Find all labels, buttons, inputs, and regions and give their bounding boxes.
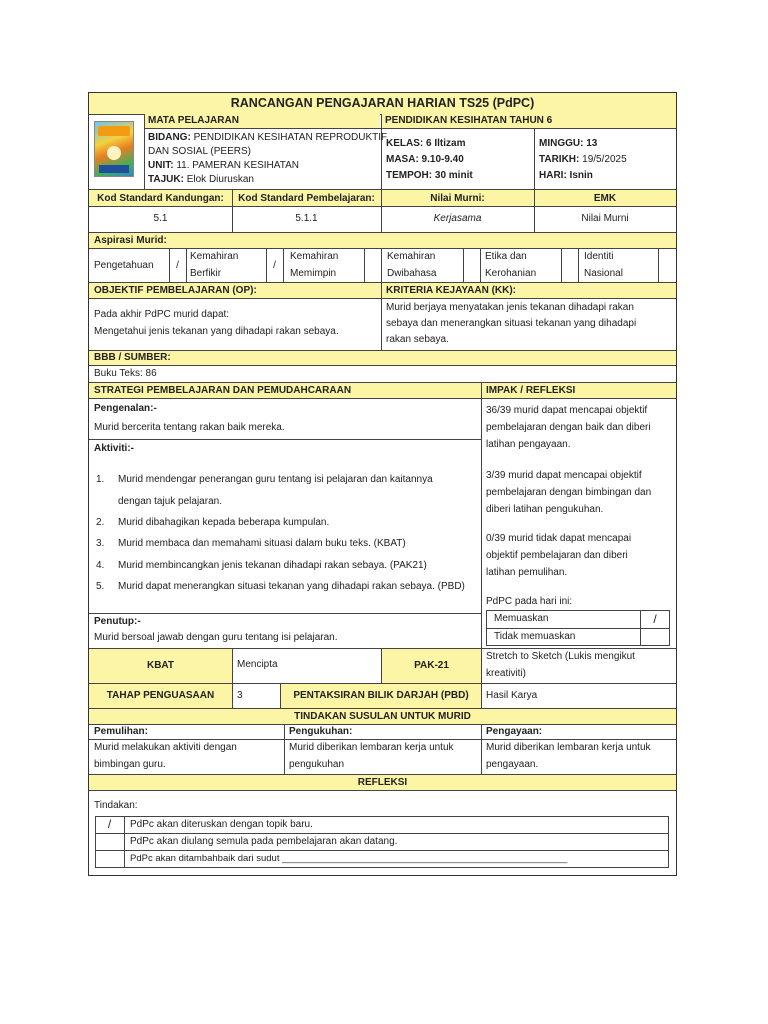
title-bar: [89, 93, 676, 114]
aspirasi-label: Aspirasi Murid:: [94, 235, 167, 246]
minggu-text: MINGGU: 13: [539, 138, 598, 149]
nilai-murni-value: Kerjasama: [433, 213, 482, 224]
kelas-text: KELAS: 6 Iltizam: [386, 138, 466, 149]
activity-item: Murid membaca dan memahami situasi dalam buku teks. (KBAT): [118, 538, 406, 549]
kriteria-line-1: Murid berjaya menyatakan jenis tekanan dihadapi rakan: [386, 302, 634, 313]
refleksi-header: [89, 775, 676, 790]
aspirasi-kemahiran-dwibahasa-l1: Kemahiran: [387, 251, 436, 262]
pak21-label: PAK-21: [414, 660, 449, 671]
kod-standard-kandungan-value: 5.1: [153, 213, 168, 224]
pdpc-label: PdPC pada hari ini:: [486, 596, 573, 607]
activity-item: Murid dapat menerangkan situasi tekanan yang dihadapi rakan sebaya. (PBD): [118, 581, 465, 592]
impak-p3-line-1: 0/39 murid tidak dapat mencapai: [486, 533, 632, 544]
pemulihan-line-1: Murid melakukan aktiviti dengan: [94, 742, 237, 753]
kod-standard-pembelajaran-header: Kod Standard Pembelajaran:: [238, 193, 375, 204]
pengenalan-label: Pengenalan:-: [94, 403, 157, 414]
unit-line: UNIT: 11. PAMERAN KESIHATAN: [148, 160, 299, 171]
pengayaan-line-1: Murid diberikan lembaran kerja untuk: [486, 742, 651, 753]
bbb-value: Buku Teks: 86: [94, 368, 157, 379]
emk-value: Nilai Murni: [581, 213, 629, 224]
activity-item: Murid membincangkan jenis tekanan dihadapi rakan sebaya. (PAK21): [118, 560, 427, 571]
kriteria-line-3: rakan sebaya.: [386, 334, 449, 345]
pdpc-option-memuaskan-mark: /: [653, 612, 657, 626]
kod-standard-kandungan-header: Kod Standard Kandungan:: [97, 193, 224, 204]
aspirasi-kemahiran-berfikir-l1: Kemahiran: [190, 251, 239, 262]
aspirasi-header: [89, 233, 676, 248]
refleksi-row-2-text: PdPc akan diulang semula pada pembelajaran akan datang.: [130, 836, 398, 847]
kbat-label: KBAT: [146, 660, 175, 671]
nilai-murni-header: Nilai Murni:: [430, 193, 485, 204]
activity-item: Murid mendengar penerangan guru tentang isi pelajaran dan kaitannya: [118, 474, 433, 485]
pak21-value-line-1: Stretch to Sketch (Lukis mengikut: [486, 651, 635, 662]
kriteria-label: KRITERIA KEJAYAAN (KK):: [386, 285, 517, 296]
activity-number: 5.: [96, 581, 105, 592]
pak21-cell: [382, 649, 481, 683]
kriteria-line-2: sebaya dan menerangkan situasi tekanan yang dihadapi: [386, 318, 637, 329]
pak21-value-line-2: kreativiti): [486, 668, 527, 679]
impak-p2-line-2: pembelajaran dengan bimbingan dan: [486, 487, 652, 498]
objektif-label: OBJEKTIF PEMBELAJARAN (OP):: [94, 285, 257, 296]
aspirasi-kemahiran-memimpin-l2: Memimpin: [290, 268, 337, 279]
impak-p3-line-3: latihan pemulihan.: [486, 567, 568, 578]
refleksi-label: REFLEKSI: [357, 777, 408, 788]
pdpc-option-tidak-memuaskan: Tidak memuaskan: [494, 631, 576, 642]
aspirasi-pengetahuan-mark: /: [176, 260, 179, 271]
aspirasi-kemahiran-dwibahasa-l2: Dwibahasa: [387, 268, 437, 279]
aspirasi-etika-l2: Kerohanian: [485, 268, 537, 279]
tindakan-label: Tindakan:: [94, 800, 138, 811]
pbd-cell: [281, 684, 481, 708]
activity-number: 4.: [96, 560, 105, 571]
objektif-line-1: Pada akhir PdPC murid dapat:: [94, 309, 230, 320]
pemulihan-line-2: bimbingan guru.: [94, 759, 166, 770]
tajuk-line: TAJUK: Elok Diuruskan: [148, 174, 254, 185]
aspirasi-identiti-l1: Identiti: [584, 251, 614, 262]
aspirasi-kemahiran-berfikir-l2: Berfikir: [190, 268, 222, 279]
tindakan-susulan-label: TINDAKAN SUSULAN UNTUK MURID: [294, 711, 471, 722]
pemulihan-label: Pemulihan:: [94, 726, 148, 737]
impak-p1-line-3: latihan pengayaan.: [486, 439, 571, 450]
impak-p1-line-1: 36/39 murid dapat mencapai objektif: [486, 405, 648, 416]
aspirasi-kemahiran-berfikir-mark: /: [273, 260, 276, 271]
tindakan-susulan-header: [89, 709, 676, 724]
subject-header: [381, 114, 676, 128]
refleksi-row-3-text: PdPc akan ditambahbaik dari sudut ______________________________________________________: [130, 853, 568, 864]
impak-p3-line-2: objektif pembelajaran dan diberi: [486, 550, 628, 561]
activity-item: Murid dibahagikan kepada beberapa kumpulan.: [118, 517, 330, 528]
penutup-text: Murid bersoal jawab dengan guru tentang isi pelajaran.: [94, 632, 338, 643]
impak-p2-line-3: diberi latihan pengukuhan.: [486, 504, 604, 515]
impak-p2-line-1: 3/39 murid dapat mencapai objektif: [486, 470, 642, 481]
objektif-line-2: Mengetahui jenis tekanan yang dihadapi rakan sebaya.: [94, 326, 339, 337]
mata-pelajaran-header: [144, 114, 380, 128]
activity-number: 3.: [96, 538, 105, 549]
impak-p1-line-2: pembelajaran dengan baik dan diberi: [486, 422, 651, 433]
masa-text: MASA: 9.10-9.40: [386, 154, 464, 165]
pengayaan-label: Pengayaan:: [486, 726, 543, 737]
pbd-value: Hasil Karya: [486, 690, 538, 701]
tempoh-text: TEMPOH: 30 minit: [386, 170, 473, 181]
pengukuhan-label: Pengukuhan:: [289, 726, 353, 737]
bidang-line-1: BIDANG: PENDIDIKAN KESIHATAN REPRODUKTIF: [148, 132, 388, 143]
pbd-label: PENTAKSIRAN BILIK DARJAH (PBD): [293, 690, 469, 701]
refleksi-row-1-text: PdPc akan diteruskan dengan topik baru.: [130, 819, 313, 830]
lesson-plan-document: [88, 92, 677, 876]
emk-header: EMK: [593, 193, 617, 204]
bidang-line-2: DAN SOSIAL (PEERS): [148, 146, 251, 157]
tahap-value: 3: [237, 690, 243, 701]
tahap-cell: [89, 684, 232, 708]
pengukuhan-line-2: pengukuhan: [289, 759, 345, 770]
aspirasi-kemahiran-memimpin-l1: Kemahiran: [290, 251, 339, 262]
page-title: RANCANGAN PENGAJARAN HARIAN TS25 (PdPC): [230, 96, 535, 110]
kbat-cell: [89, 649, 232, 683]
subject-name: PENDIDIKAN KESIHATAN TAHUN 6: [385, 115, 553, 126]
pengukuhan-line-1: Murid diberikan lembaran kerja untuk: [289, 742, 454, 753]
activity-number: 2.: [96, 517, 105, 528]
refleksi-row-1-mark: /: [107, 817, 112, 831]
tahap-label: TAHAP PENGUASAAN: [106, 690, 215, 701]
pengenalan-text: Murid bercerita tentang rakan baik mereka.: [94, 422, 285, 433]
aspirasi-identiti-l2: Nasional: [584, 268, 623, 279]
activity-item-cont: dengan tajuk pelajaran.: [118, 496, 222, 507]
strategi-label: STRATEGI PEMBELAJARAN DAN PEMUDAHCARAAN: [94, 385, 352, 396]
pengayaan-line-2: pengayaan.: [486, 759, 539, 770]
hari-text: HARI: Isnin: [539, 170, 593, 181]
kod-standard-pembelajaran-value: 5.1.1: [295, 213, 318, 224]
activity-number: 1.: [96, 474, 105, 485]
penutup-label: Penutup:-: [94, 616, 141, 627]
impak-label: IMPAK / REFLEKSI: [486, 385, 576, 396]
textbook-cover-image: [94, 121, 134, 177]
aspirasi-etika-l1: Etika dan: [485, 251, 527, 262]
mata-pelajaran-label: MATA PELAJARAN: [148, 115, 239, 126]
aktiviti-label: Aktiviti:-: [94, 443, 134, 454]
bbb-header: [89, 351, 676, 365]
tarikh-text: TARIKH: 19/5/2025: [539, 154, 627, 165]
kbat-value: Mencipta: [237, 659, 278, 670]
bbb-label: BBB / SUMBER:: [94, 352, 171, 363]
aspirasi-pengetahuan: Pengetahuan: [94, 260, 154, 271]
pdpc-option-memuaskan: Memuaskan: [494, 613, 549, 624]
